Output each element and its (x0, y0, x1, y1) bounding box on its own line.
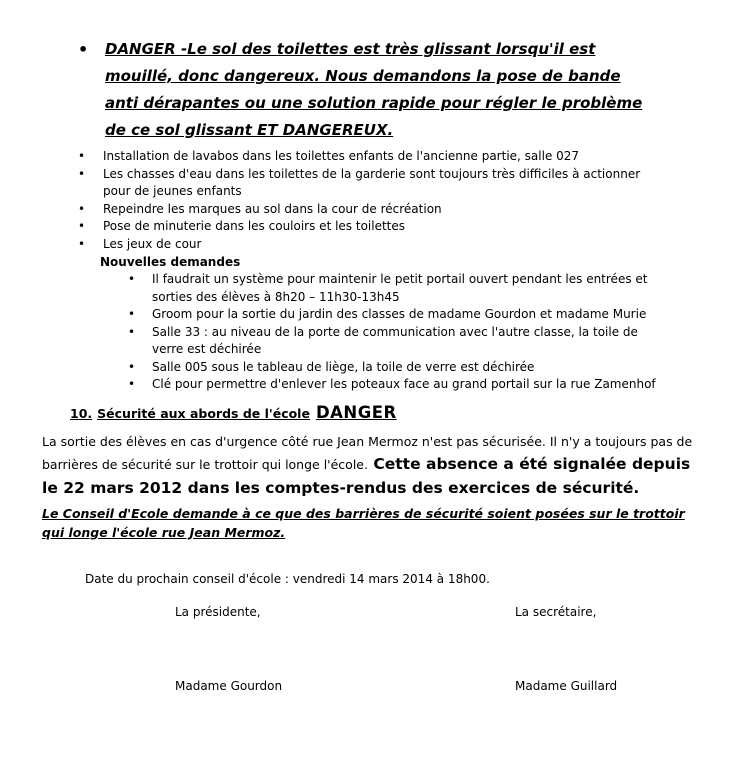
list-item: • Pose de minuterie dans les couloirs et les toilettes (103, 218, 665, 236)
danger-bullet-text: DANGER -Le sol des toilettes est très glissant lorsqu'il est mouillé, donc dangereux. Nous demandons la pose de bande anti dérapantes ou une solution rapide pour régler le problème de ce sol glissant ET DANGEREUX. (105, 40, 643, 139)
danger-bullet-list (105, 36, 650, 144)
signature-names-row (0, 679, 739, 695)
secretary-name: Madame Guillard (515, 679, 618, 693)
section-number: 10. (70, 405, 93, 421)
section-10-heading (70, 403, 739, 424)
security-paragraph-normal: La sortie des élèves en cas d'urgence côté rue Jean Mermoz n'est pas sécurisée. Il n'y a toujours pas de barrières de sécurité sur le trottoir qui longe l'école. (42, 433, 693, 472)
list-item: • Groom pour la sortie du jardin des classes de madame Gourdon et madame Murie (152, 306, 657, 324)
signature-labels-row (0, 605, 739, 621)
subsection-title: Nouvelles demandes (100, 255, 241, 269)
new-requests-bullet-list (152, 271, 657, 394)
list-item: • Les chasses d'eau dans les toilettes de la garderie sont toujours très difficiles à actionner pour de jeunes enfants (103, 166, 665, 201)
list-item: • Les jeux de cour (103, 236, 665, 254)
list-item: • Salle 33 : au niveau de la porte de communication avec l'autre classe, la toile de verre est déchirée (152, 324, 657, 359)
security-paragraph-bold: Cette absence a été signalée depuis le 22 mars 2012 dans les comptes-rendus des exercices de sécurité. (42, 455, 691, 497)
security-paragraph (42, 431, 702, 501)
list-item: • Il faudrait un système pour maintenir le petit portail ouvert pendant les entrées et sorties des élèves à 8h20 – 11h30-13h45 (152, 271, 657, 306)
section-title: Sécurité aux abords de l'école (97, 405, 310, 421)
list-item: • Salle 005 sous le tableau de liège, la toile de verre est déchirée (152, 359, 657, 377)
secretary-label: La secrétaire, (515, 605, 597, 619)
list-item: • Repeindre les marques au sol dans la cour de récréation (103, 201, 665, 219)
danger-bullet-item (105, 36, 650, 144)
council-request-text: Le Conseil d'Ecole demande à ce que des barrières de sécurité soient posées sur le trottoir qui longe l'école rue Jean Mermoz. (42, 506, 685, 540)
next-meeting-date: Date du prochain conseil d'école : vendredi 14 mars 2014 à 18h00. (85, 572, 490, 586)
section-danger-label: DANGER (315, 402, 397, 422)
list-item: • Installation de lavabos dans les toilettes enfants de l'ancienne partie, salle 027 (103, 148, 665, 166)
president-name: Madame Gourdon (175, 679, 283, 693)
list-item: • Clé pour permettre d'enlever les poteaux face au grand portail sur la rue Zamenhof (152, 376, 657, 394)
president-label: La présidente, (175, 605, 261, 619)
requests-bullet-list (103, 148, 665, 253)
